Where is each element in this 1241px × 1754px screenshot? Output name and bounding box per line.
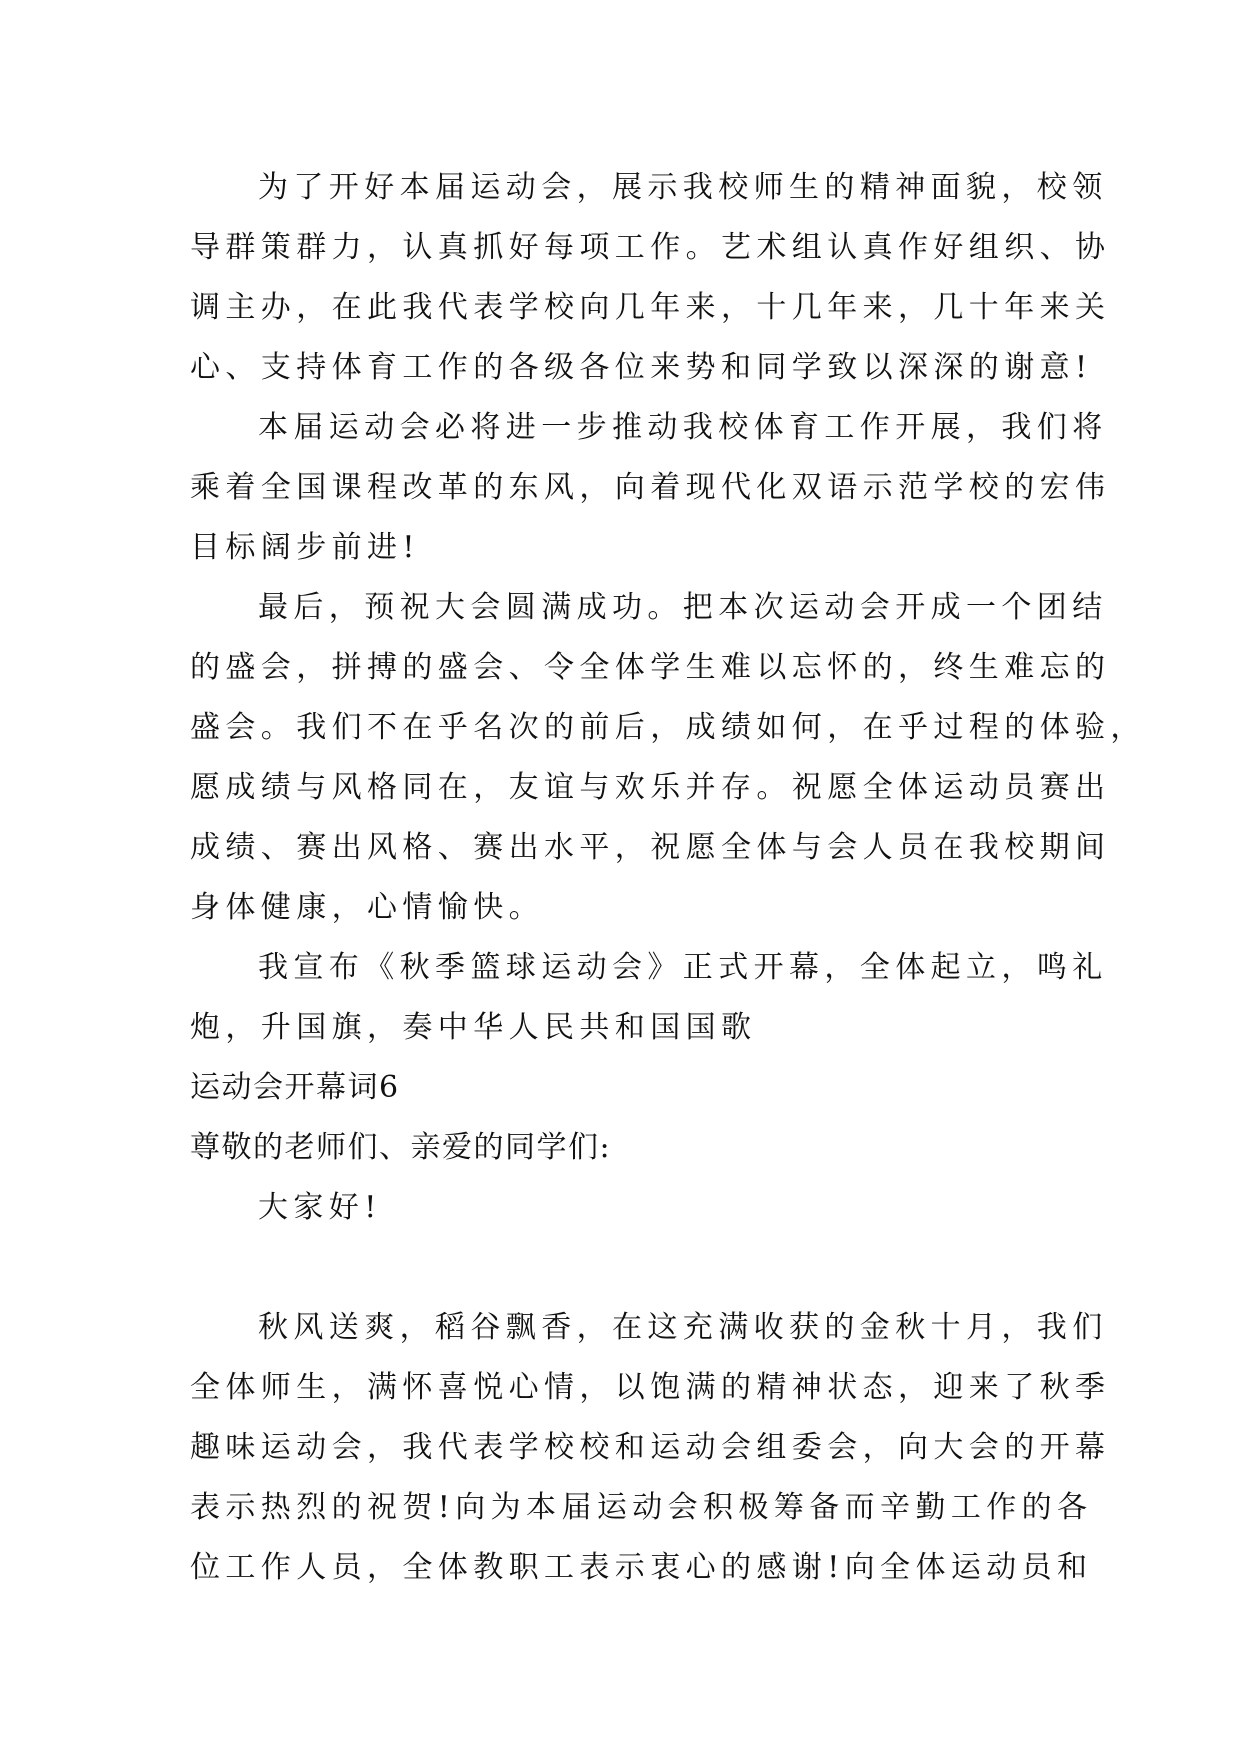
paragraph-line: 本届运动会必将进一步推动我校体育工作开展，我们将 [258,410,1108,445]
paragraph-line: 秋风送爽，稻谷飘香，在这充满收获的金秋十月，我们 [258,1310,1108,1345]
paragraph-line: 最后，预祝大会圆满成功。把本次运动会开成一个团结 [258,590,1108,625]
paragraph-line: 趣味运动会，我代表学校校和运动会组委会，向大会的开幕 [190,1430,1111,1465]
paragraph-line: 全体师生，满怀喜悦心情，以饱满的精神状态，迎来了秋季 [190,1370,1111,1405]
salutation: 尊敬的老师们、亲爱的同学们: [190,1130,612,1165]
paragraph-line: 心、支持体育工作的各级各位来势和同学致以深深的谢意! [190,350,1093,385]
paragraph-line: 炮，升国旗，奏中华人民共和国国歌 [190,1010,757,1045]
paragraph-line: 导群策群力，认真抓好每项工作。艺术组认真作好组织、协 [190,230,1111,265]
greeting: 大家好! [258,1190,382,1225]
paragraph-line: 为了开好本届运动会，展示我校师生的精神面貌，校领 [258,170,1108,205]
paragraph-line: 乘着全国课程改革的东风，向着现代化双语示范学校的宏伟 [190,470,1111,505]
paragraph-line: 位工作人员，全体教职工表示衷心的感谢!向全体运动员和 [190,1550,1093,1585]
paragraph-line: 盛会。我们不在乎名次的前后，成绩如何，在乎过程的体验， [190,710,1146,745]
paragraph-line: 目标阔步前进! [190,530,420,565]
paragraph-line: 调主办，在此我代表学校向几年来，十几年来，几十年来关 [190,290,1111,325]
paragraph-line: 表示热烈的祝贺!向为本届运动会积极筹备而辛勤工作的各 [190,1490,1093,1525]
paragraph-line: 的盛会，拼搏的盛会、令全体学生难以忘怀的，终生难忘的 [190,650,1111,685]
paragraph-line: 愿成绩与风格同在，友谊与欢乐并存。祝愿全体运动员赛出 [190,770,1111,805]
section-heading: 运动会开幕词6 [190,1070,400,1105]
paragraph-line: 成绩、赛出风格、赛出水平，祝愿全体与会人员在我校期间 [190,830,1111,865]
paragraph-line: 我宣布《秋季篮球运动会》正式开幕，全体起立，鸣礼 [258,950,1108,985]
paragraph-line: 身体健康，心情愉快。 [190,890,544,925]
